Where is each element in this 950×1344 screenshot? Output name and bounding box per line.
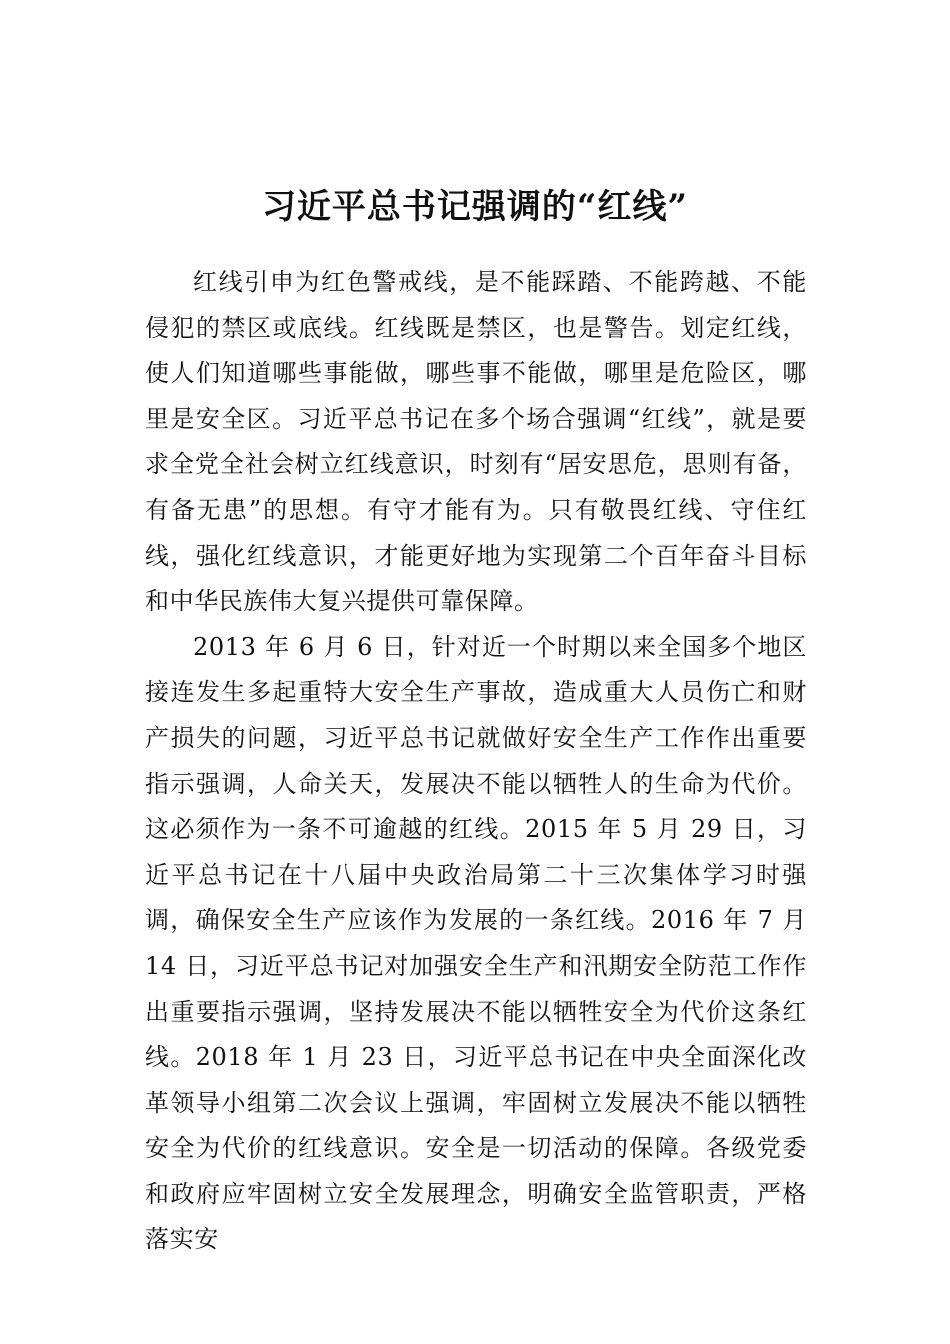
paragraph-1: 红线引申为红色警戒线，是不能踩踏、不能跨越、不能侵犯的禁区或底线。红线既是禁区，也是警告。划定红线，使人们知道哪些事能做，哪些事不能做，哪里是危险区，哪里是安全区。习近平总书记在多个场合强调“红线”，就是要求全党全社会树立红线意识，时刻有“居安思危，思则有备，有备无患”的思想。有守才能有为。只有敬畏红线、守住红线，强化红线意识，才能更好地为实现第二个百年奋斗目标和中华民族伟大复兴提供可靠保障。: [145, 268, 807, 616]
document-title: 习近平总书记强调的“红线”: [261, 186, 689, 227]
document-body: [145, 260, 807, 1263]
paragraph-2: 2013 年 6 月 6 日，针对近一个时期以来全国多个地区接连发生多起重特大安全生产事故，造成重大人员伤亡和财产损失的问题，习近平总书记就做好安全生产工作作出重要指示强调，人命关天，发展决不能以牺牲人的生命为代价。这必须作为一条不可逾越的红线。2015 年 5 月 29 日，习近平总书记在十八届中央政治局第二十三次集体学习时强调，确保安全生产应该作为发展的一条红线。2016 年 7 月 14 日，习近平总书记对加强安全生产和汛期安全防范工作作出重要指示强调，坚持发展决不能以牺牲安全为代价这条红线。2018 年 1 月 23 日，习近平总书记在中央全面深化改革领导小组第二次会议上强调，牢固树立发展决不能以牺牲安全为代价的红线意识。安全是一切活动的保障。各级党委和政府应牢固树立安全发展理念，明确安全监管职责，严格落实安: [145, 632, 807, 1254]
